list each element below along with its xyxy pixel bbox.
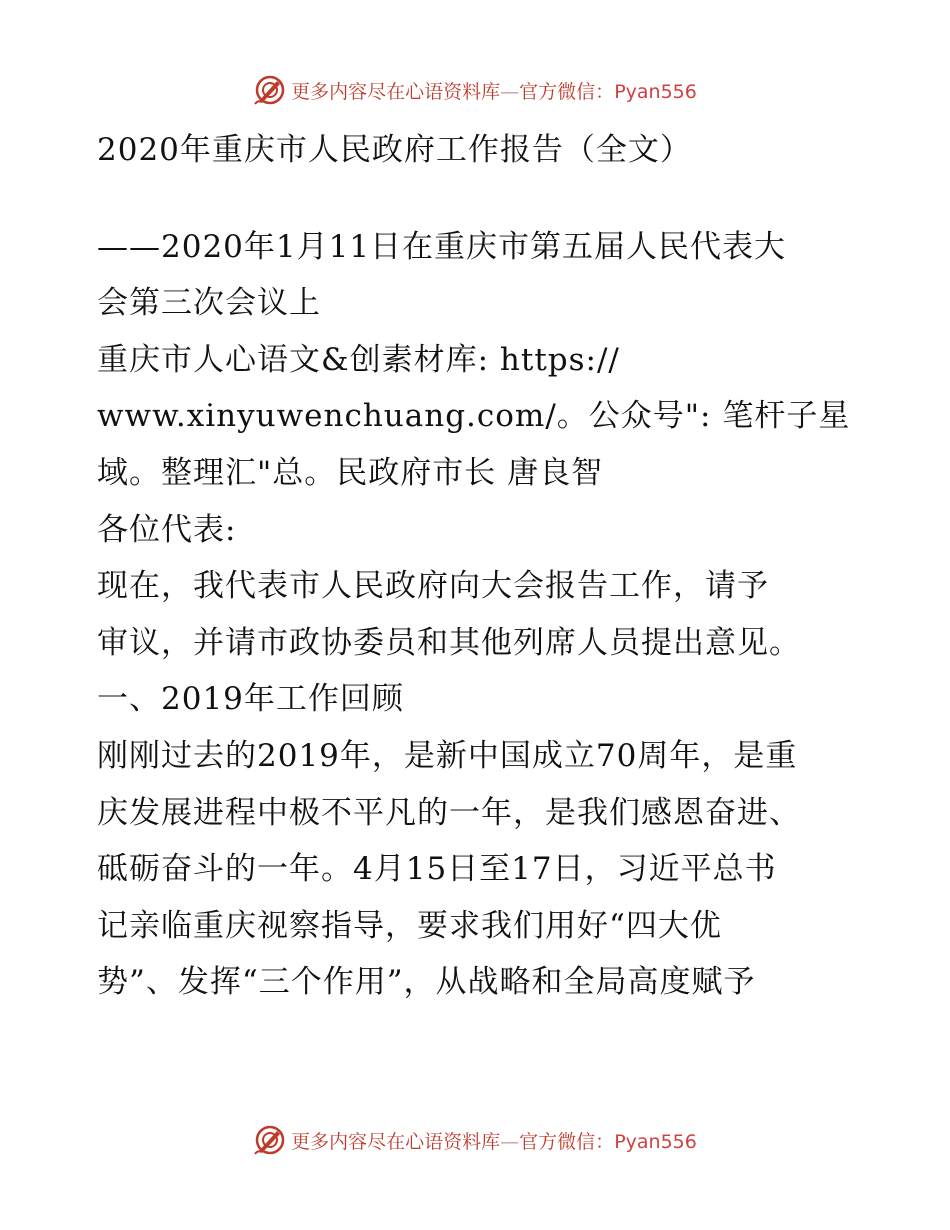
- pen-logo-icon: [253, 1123, 287, 1157]
- banner-dash: —: [500, 1130, 520, 1153]
- banner-main-text: 更多内容尽在心语资料库: [291, 1130, 501, 1153]
- banner-main-text: 更多内容尽在心语资料库: [291, 80, 501, 103]
- doc-source-line: 重庆市人心语文&创素材库: https://: [97, 341, 620, 378]
- banner-account: Pyan556: [614, 80, 697, 103]
- doc-paragraph-line: 砥砺奋斗的一年。4月15日至17日，习近平总书: [97, 851, 777, 888]
- doc-paragraph-line: 现在，我代表市人民政府向大会报告工作，请予: [97, 568, 769, 605]
- pen-logo-icon: [253, 73, 287, 107]
- doc-source-line: 域。整理汇"总。民政府市长 唐良智: [97, 454, 604, 491]
- doc-subtitle-line: ——2020年1月11日在重庆市第五届人民代表大: [97, 228, 787, 265]
- document-body: [97, 122, 867, 1011]
- banner-official-text: 官方微信：: [519, 80, 615, 103]
- doc-paragraph-line: 审议，并请市政协委员和其他列席人员提出意见。: [97, 624, 801, 661]
- doc-paragraph-line: 庆发展进程中极不平凡的一年，是我们感恩奋进、: [97, 794, 801, 831]
- doc-title: 2020年重庆市人民政府工作报告（全文）: [97, 132, 692, 168]
- banner-text: [291, 1127, 697, 1154]
- banner-account: Pyan556: [614, 1130, 697, 1153]
- doc-paragraph-line: 势”、发挥“三个作用”，从战略和全局高度赋予: [97, 964, 756, 1001]
- banner-official-text: 官方微信：: [519, 1130, 615, 1153]
- doc-paragraph-line: 刚刚过去的2019年，是新中国成立70周年，是重: [97, 737, 798, 774]
- doc-paragraph-line: 记亲临重庆视察指导，要求我们用好“四大优: [97, 907, 722, 944]
- banner-text: [291, 77, 697, 104]
- doc-source-line: www.xinyuwenchuang.com/。公众号": 笔杆子星: [97, 398, 851, 435]
- footer-banner: [0, 1122, 950, 1158]
- doc-greeting: 各位代表:: [97, 511, 237, 548]
- doc-section-heading: 一、2019年工作回顾: [97, 681, 404, 718]
- header-banner: [0, 72, 950, 108]
- banner-dash: —: [500, 80, 520, 103]
- doc-subtitle-line: 会第三次会议上: [97, 285, 321, 322]
